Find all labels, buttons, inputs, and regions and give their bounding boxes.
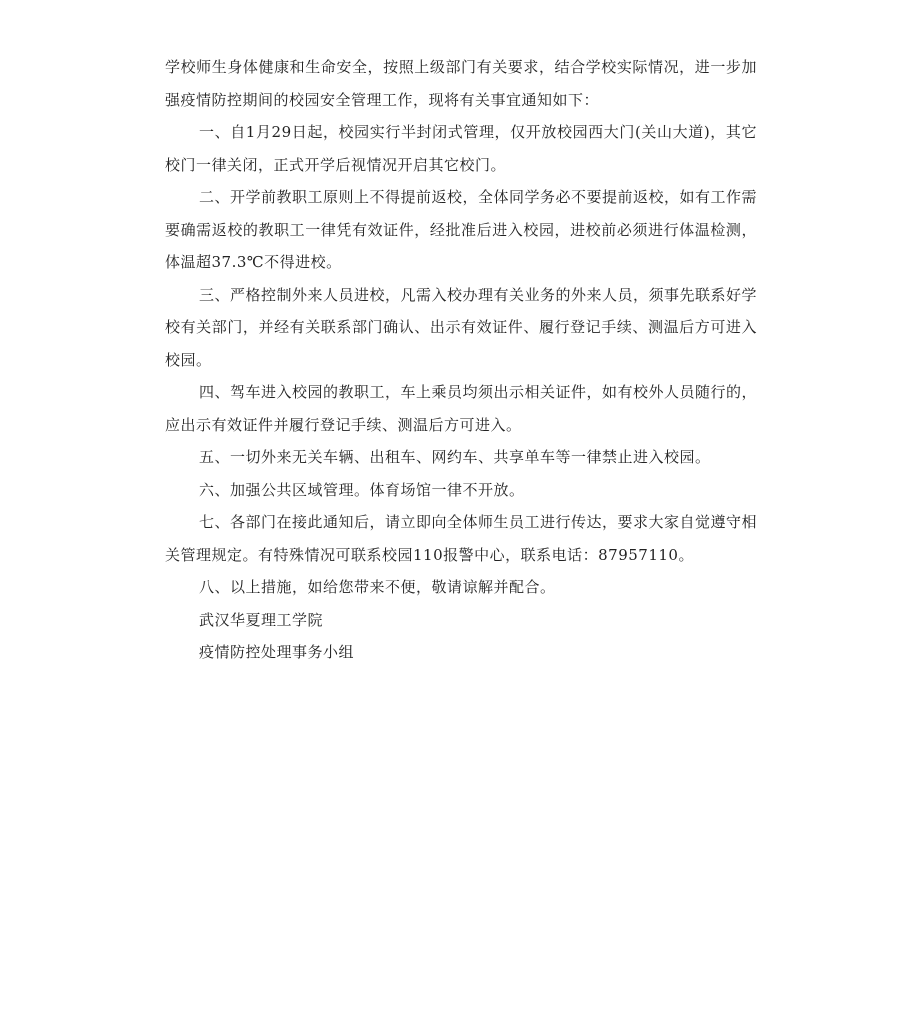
intro-paragraph: 学校师生身体健康和生命安全，按照上级部门有关要求，结合学校实际情况，进一步加强疫情防控期间的校园安全管理工作，现将有关事宜通知如下： <box>165 58 757 109</box>
notice-item-6: 六、加强公共区域管理。体育场馆一律不开放。 <box>199 480 525 499</box>
signature-organization: 武汉华夏理工学院 <box>199 610 324 629</box>
notice-item-5: 五、一切外来无关车辆、出租车、网约车、共享单车等一律禁止进入校园。 <box>199 448 711 466</box>
signature-group: 疫情防控处理事务小组 <box>199 643 355 661</box>
notice-item-8: 八、以上措施，如给您带来不便，敬请谅解并配合。 <box>199 578 556 596</box>
notice-item-4: 四、驾车进入校园的教职工，车上乘员均须出示相关证件，如有校外人员随行的，应出示有效证件并履行登记手续、测温后方可进入。 <box>165 383 758 434</box>
notice-item-3: 三、严格控制外来人员进校，凡需入校办理有关业务的外来人员，须事先联系好学校有关部门，并经有关联系部门确认、出示有效证件、履行登记手续、测温后方可进入校园。 <box>165 285 758 369</box>
notice-item-7: 七、各部门在接此通知后，请立即向全体师生员工进行传达，要求大家自觉遵守相关管理规定。有特殊情况可联系校园110报警中心，联系电话：87957110。 <box>165 513 758 564</box>
notice-item-2: 二、开学前教职工原则上不得提前返校，全体同学务必不要提前返校，如有工作需要确需返校的教职工一律凭有效证件，经批准后进入校园，进校前必须进行体温检测，体温超37.3℃不得进校。 <box>165 188 758 271</box>
notice-item-1: 一、自1月29日起，校园实行半封闭式管理，仅开放校园西大门(关山大道)，其它校门一律关闭，正式开学后视情况开启其它校门。 <box>165 123 757 174</box>
document-body <box>165 51 757 669</box>
